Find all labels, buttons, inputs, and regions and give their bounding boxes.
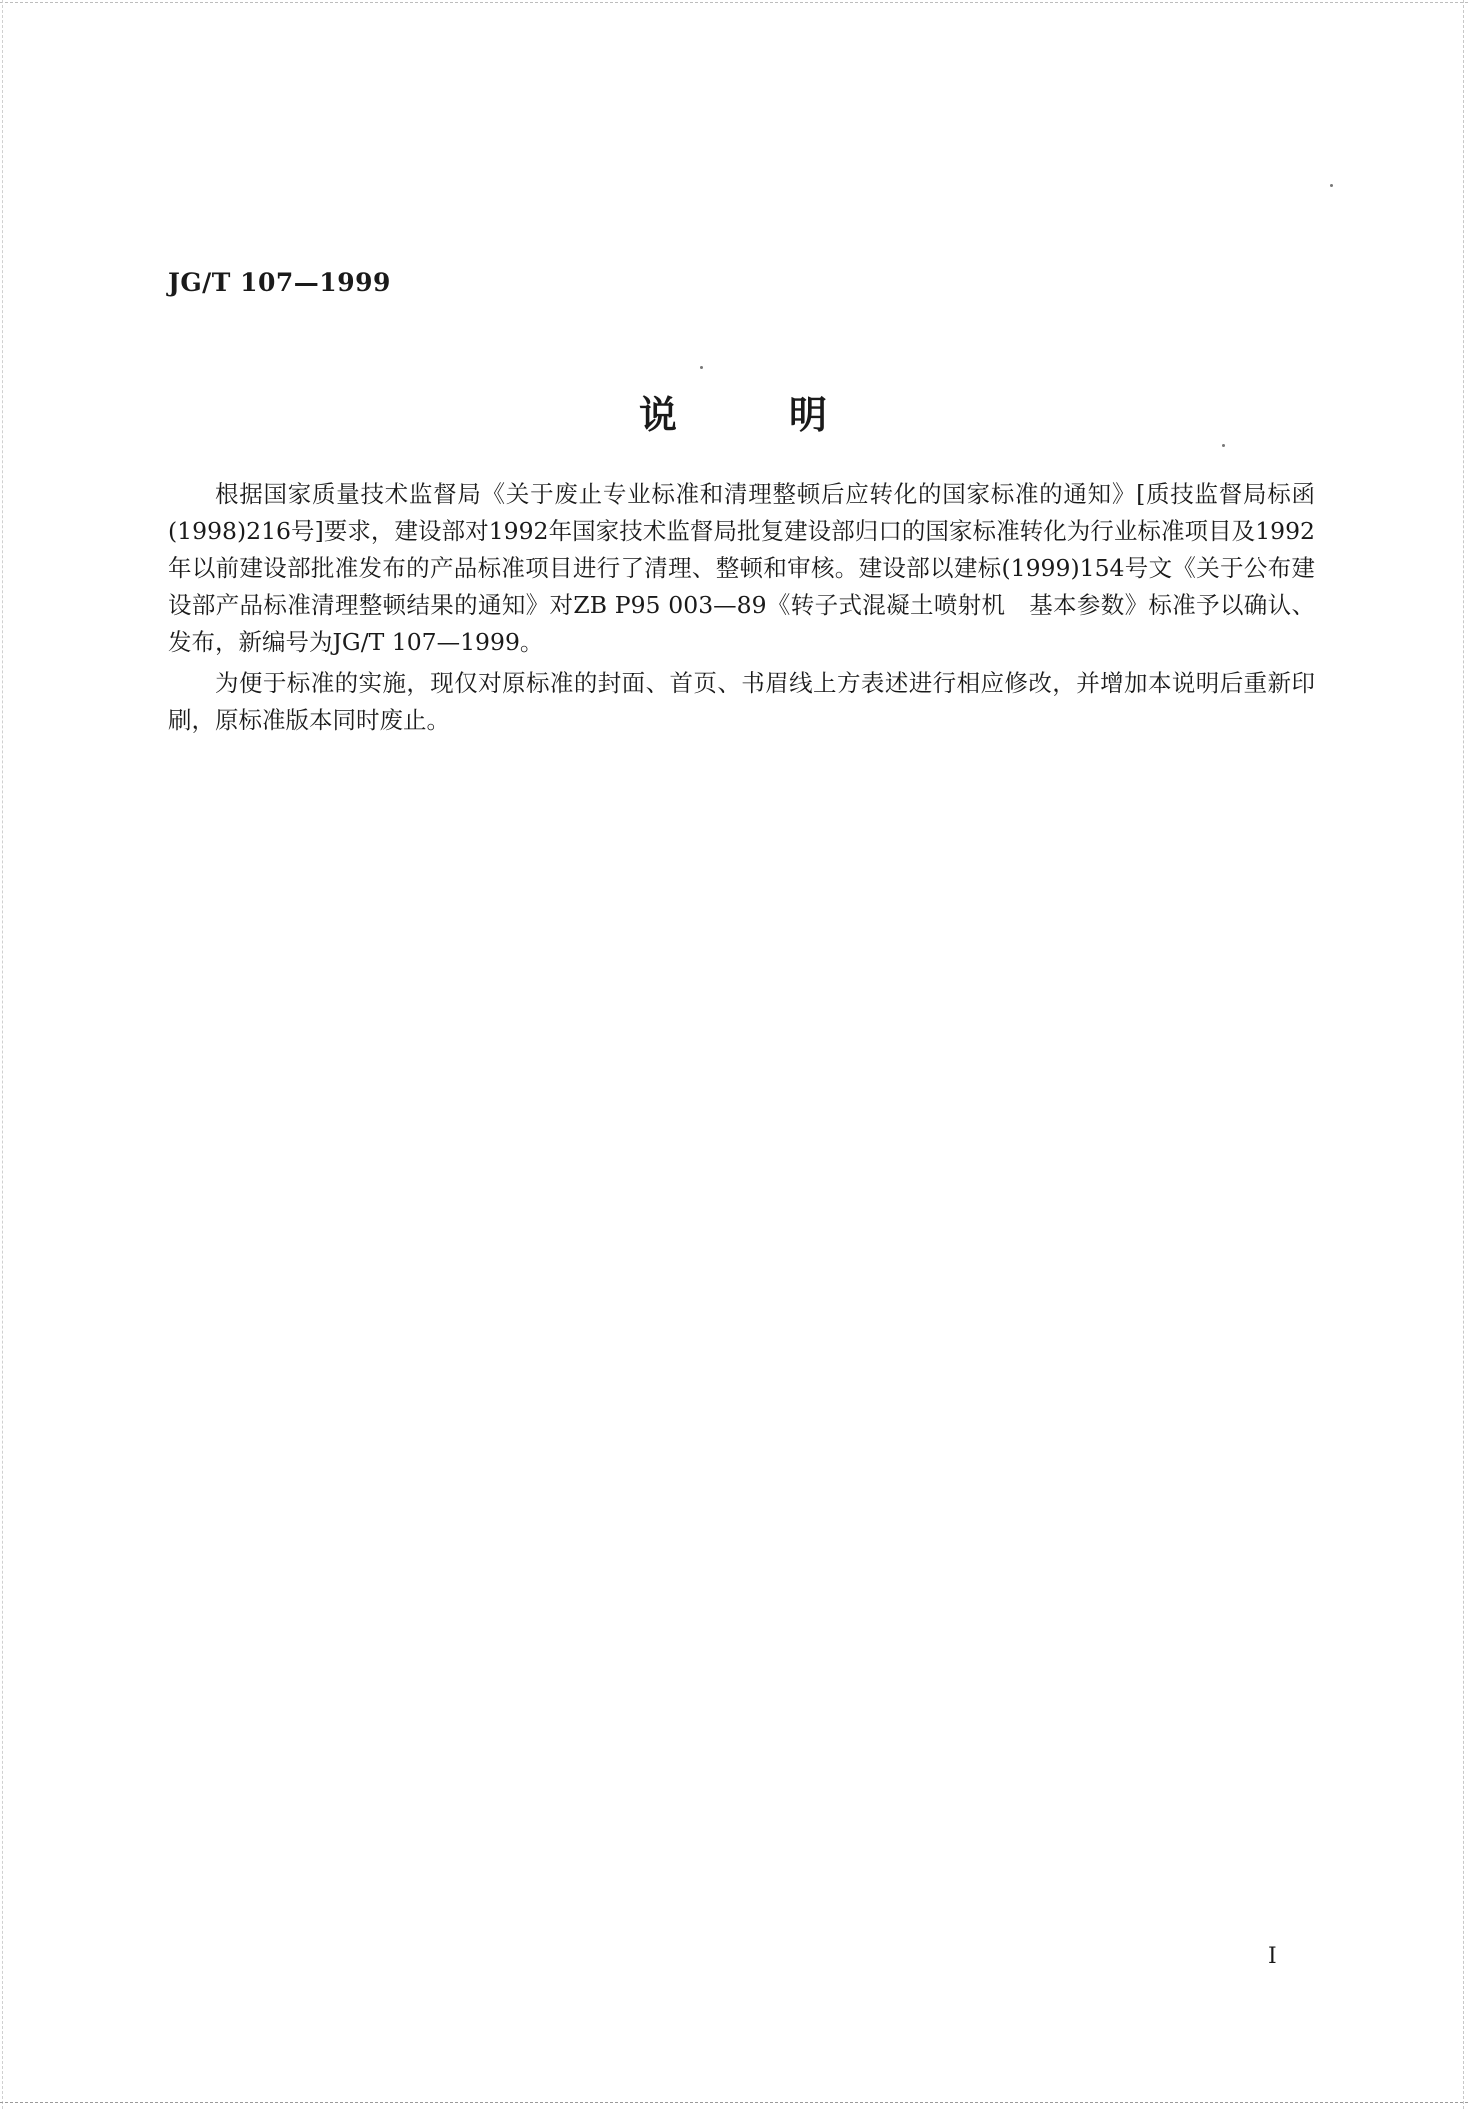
standard-code: JG/T 107—1999 <box>168 268 391 297</box>
scan-speck <box>700 366 703 369</box>
scan-edge-right <box>1463 0 1464 2109</box>
paragraph-2: 为便于标准的实施，现仅对原标准的封面、首页、书眉线上方表述进行相应修改，并增加本说明后重新印刷，原标准版本同时废止。 <box>168 669 1315 734</box>
title-char-1: 说 <box>638 392 679 437</box>
scan-edge-left <box>2 0 3 2109</box>
scan-speck <box>1330 184 1333 187</box>
scan-edge-top <box>0 2 1468 3</box>
body-text <box>168 476 1315 739</box>
page-number: I <box>1268 1944 1277 1969</box>
page-title <box>0 384 1468 439</box>
scan-speck <box>1222 444 1225 447</box>
scan-edge-bottom <box>0 2102 1468 2103</box>
title-char-2: 明 <box>789 392 830 437</box>
paragraph-1: 根据国家质量技术监督局《关于废止专业标准和清理整顿后应转化的国家标准的通知》[质技监督局标函(1998)216号]要求，建设部对1992年国家技术监督局批复建设部归口的国家标准转化为行业标准项目及1992年以前建设部批准发布的产品标准项目进行了清理、整顿和审核。建设部以建标(1999)154号文《关于公布建设部产品标准清理整顿结果的通知》对ZB P95 003—89《转子式混凝土喷射机 基本参数》标准予以确认、发布，新编号为JG/T 107—1999。 <box>168 480 1315 656</box>
